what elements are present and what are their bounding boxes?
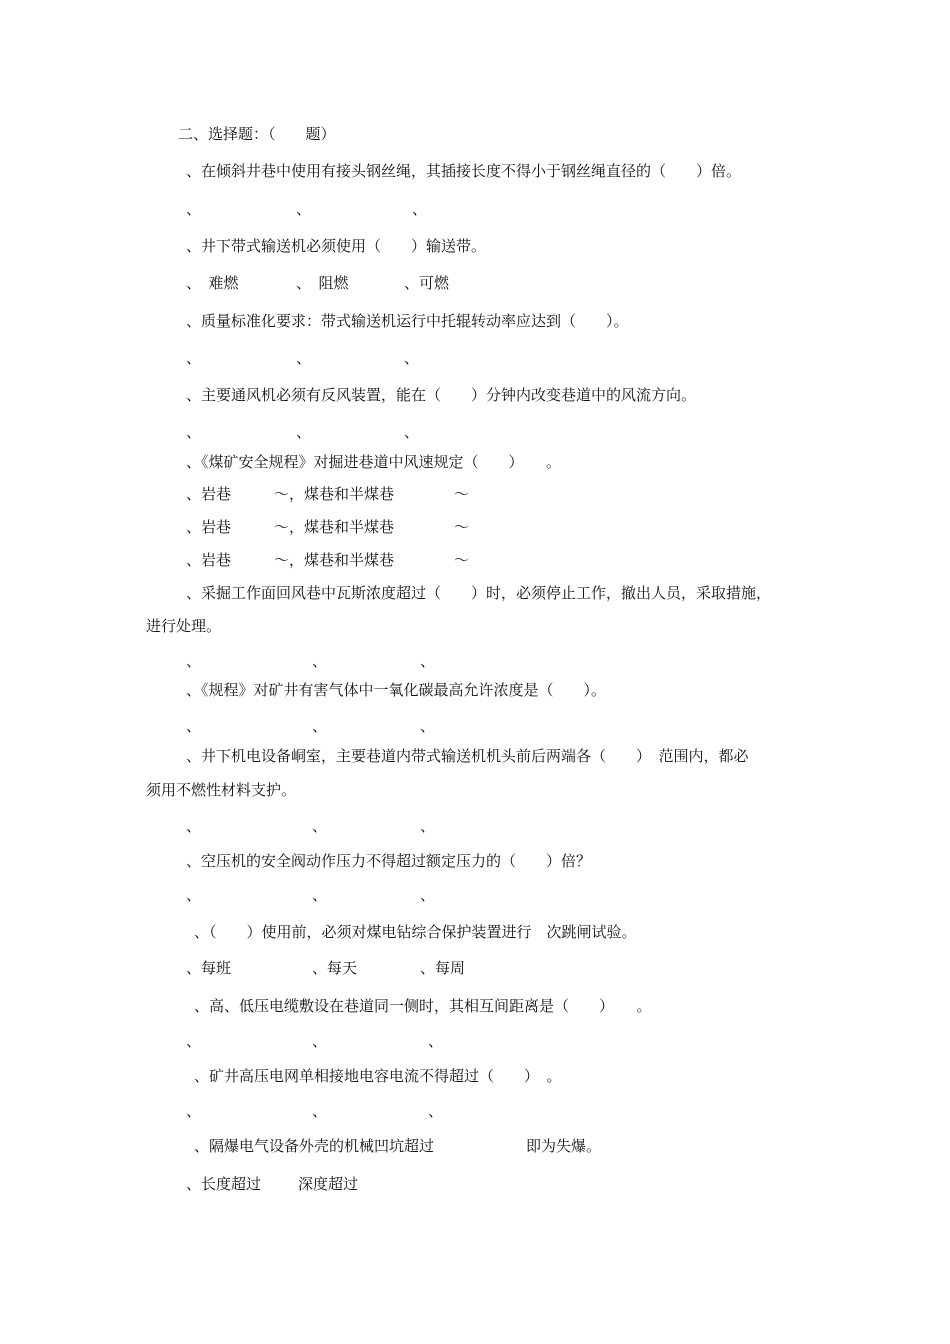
option: 、 bbox=[186, 1102, 202, 1120]
option: 、 bbox=[312, 717, 328, 735]
option: 、 bbox=[420, 817, 436, 835]
question-1: 、在倾斜井巷中使用有接头钢丝绳，其插接长度不得小于钢丝绳直径的（ ）倍。 bbox=[186, 162, 742, 180]
option: 、 bbox=[186, 200, 202, 218]
question-6: 、采掘工作面回风巷中瓦斯浓度超过（ ）时，必须停止工作，撤出人员，采取措施， bbox=[186, 584, 772, 602]
option: 、 bbox=[420, 886, 436, 904]
option: 、 bbox=[420, 652, 436, 670]
option: 、每天 bbox=[312, 959, 358, 977]
option: 、 bbox=[186, 349, 202, 367]
option-part: 、岩巷 bbox=[186, 485, 232, 503]
option-part: 、岩巷 bbox=[186, 518, 232, 536]
option: 、 bbox=[296, 349, 312, 367]
option: 、 bbox=[186, 717, 202, 735]
option: 、 bbox=[404, 423, 420, 441]
option: 、可燃 bbox=[404, 274, 450, 292]
option-part: ～，煤巷和半煤巷 bbox=[274, 551, 395, 569]
question-13-part: 、隔爆电气设备外壳的机械凹坑超过 bbox=[194, 1137, 435, 1155]
option: 、 bbox=[186, 1032, 202, 1050]
option: 、 阻燃 bbox=[296, 274, 349, 292]
question-11: 、高、低压电缆敷设在巷道同一侧时，其相互间距离是（ ） 。 bbox=[194, 997, 652, 1015]
option: 深度超过 bbox=[298, 1175, 359, 1193]
option: 、 难燃 bbox=[186, 274, 239, 292]
question-6-cont: 进行处理。 bbox=[146, 617, 222, 635]
option: 、每周 bbox=[420, 959, 466, 977]
option: 、 bbox=[428, 1032, 444, 1050]
option: 、 bbox=[428, 1102, 444, 1120]
option: 、 bbox=[186, 423, 202, 441]
question-8-cont: 须用不燃性材料支护。 bbox=[146, 781, 297, 799]
question-8: 、井下机电设备峒室，主要巷道内带式输送机机头前后两端各（ ） 范围内，都必 bbox=[186, 747, 749, 765]
option: 、 bbox=[312, 886, 328, 904]
question-12: 、矿井高压电网单相接地电容电流不得超过（ ） 。 bbox=[194, 1067, 562, 1085]
option-part: ～ bbox=[454, 551, 470, 569]
option: 、 bbox=[312, 1102, 328, 1120]
question-10: 、（ ）使用前，必须对煤电钻综合保护装置进行 次跳闸试验。 bbox=[194, 923, 637, 941]
question-3: 、质量标准化要求：带式输送机运行中托辊转动率应达到（ ）。 bbox=[186, 312, 629, 330]
option: 、 bbox=[404, 349, 420, 367]
option: 、 bbox=[186, 817, 202, 835]
question-9: 、空压机的安全阀动作压力不得超过额定压力的（ ）倍？ bbox=[186, 852, 592, 870]
option-part: ～，煤巷和半煤巷 bbox=[274, 485, 395, 503]
option: 、 bbox=[186, 652, 202, 670]
question-4: 、主要通风机必须有反风装置，能在（ ）分钟内改变巷道中的风流方向。 bbox=[186, 386, 697, 404]
option: 、 bbox=[412, 200, 428, 218]
section-title: 二、选择题：（ 题） bbox=[178, 125, 336, 143]
option-part: 、岩巷 bbox=[186, 551, 232, 569]
question-5: 、《煤矿安全规程》对掘进巷道中风速规定（ ） 。 bbox=[186, 453, 562, 471]
option: 、 bbox=[312, 817, 328, 835]
option: 、 bbox=[420, 717, 436, 735]
question-7: 、《规程》对矿井有害气体中一氧化碳最高允许浓度是（ ）。 bbox=[186, 681, 607, 699]
option: 、 bbox=[296, 200, 312, 218]
option-part: ～，煤巷和半煤巷 bbox=[274, 518, 395, 536]
option: 、每班 bbox=[186, 959, 232, 977]
option-part: ～ bbox=[454, 518, 470, 536]
option: 、 bbox=[312, 1032, 328, 1050]
question-13-part: 即为失爆。 bbox=[526, 1137, 602, 1155]
option-part: ～ bbox=[454, 485, 470, 503]
option: 、长度超过 bbox=[186, 1175, 262, 1193]
question-2: 、井下带式输送机必须使用（ ）输送带。 bbox=[186, 237, 487, 255]
option: 、 bbox=[312, 652, 328, 670]
option: 、 bbox=[296, 423, 312, 441]
option: 、 bbox=[186, 886, 202, 904]
